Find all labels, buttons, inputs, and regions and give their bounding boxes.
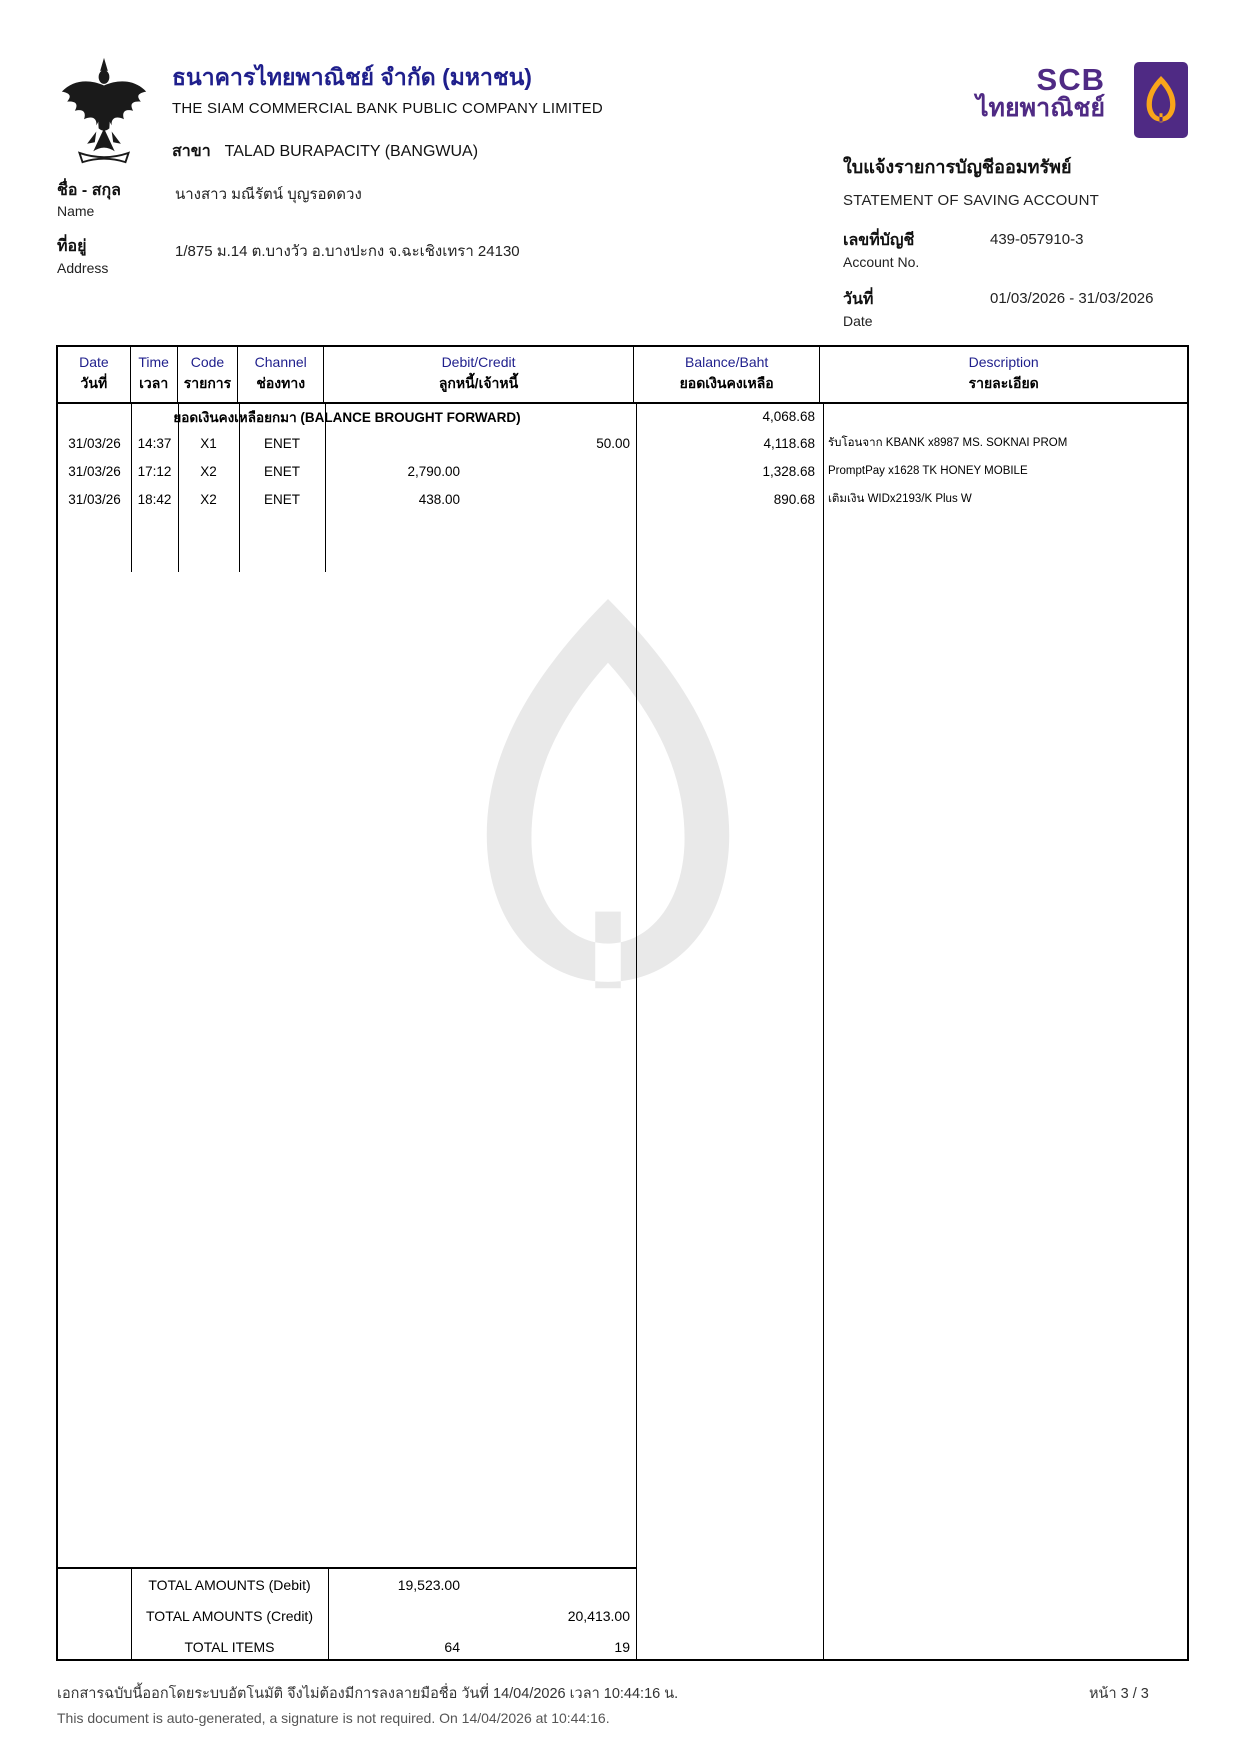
tx-balance: 4,118.68 bbox=[763, 435, 815, 451]
total-debit-row bbox=[58, 1569, 1187, 1600]
statement-title-th: ใบแจ้งรายการบัญชีออมทรัพย์ bbox=[843, 157, 1072, 177]
total-credit-value bbox=[480, 1569, 636, 1600]
col-header-code: Code รายการ bbox=[178, 347, 239, 402]
tx-balance: 890.68 bbox=[773, 491, 815, 507]
tx-date: 31/03/26 bbox=[68, 463, 121, 479]
tx-credit bbox=[480, 485, 636, 513]
footer-note-thai: เอกสารฉบับนี้ออกโดยระบบอัตโนมัติ จึงไม่ต้องมีการลงลายมือชื่อ วันที่ 14/04/2026 เวลา 10:44:16 น. bbox=[57, 1686, 679, 1702]
statement-date-range: 01/03/2026 - 31/03/2026 bbox=[990, 290, 1154, 307]
tx-debit bbox=[325, 429, 470, 457]
total-items-debit-count: 64 bbox=[444, 1638, 460, 1655]
tx-time: 17:12 bbox=[137, 463, 172, 479]
tx-credit bbox=[480, 457, 636, 485]
tx-credit: 50.00 bbox=[596, 435, 630, 451]
name-label-th: ชื่อ - สกุล bbox=[57, 182, 121, 199]
brought-forward-balance: 4,068.68 bbox=[762, 409, 815, 424]
total-credit-value: 20,413.00 bbox=[567, 1607, 630, 1624]
brought-forward-row bbox=[58, 404, 1187, 429]
customer-address: 1/875 ม.14 ต.บางวัว อ.บางปะกง จ.ฉะเชิงเทรา 24130 bbox=[175, 243, 520, 260]
table-header-row bbox=[58, 347, 1187, 404]
col-header-channel: Channel ช่องทาง bbox=[238, 347, 324, 402]
total-label: TOTAL AMOUNTS (Credit) bbox=[146, 1607, 313, 1624]
tx-code: X2 bbox=[200, 491, 217, 507]
tx-balance: 1,328.68 bbox=[762, 463, 815, 479]
tx-channel: ENET bbox=[263, 435, 300, 451]
tx-date: 31/03/26 bbox=[68, 491, 121, 507]
bank-name-english: THE SIAM COMMERCIAL BANK PUBLIC COMPANY LIMITED bbox=[172, 100, 603, 117]
total-credit-row bbox=[58, 1600, 1187, 1631]
customer-name: นางสาว มณีรัตน์ บุญรอดดวง bbox=[175, 186, 362, 203]
scb-logo-line1: SCB bbox=[1036, 62, 1105, 97]
tx-debit: 438.00 bbox=[418, 491, 460, 507]
total-items-row bbox=[58, 1631, 1187, 1662]
account-label-th: เลขที่บัญชี bbox=[843, 232, 915, 249]
date-label-en: Date bbox=[843, 313, 873, 329]
col-header-description: Description รายละเอียด bbox=[968, 353, 1039, 392]
tx-code: X2 bbox=[200, 463, 217, 479]
account-number: 439-057910-3 bbox=[990, 231, 1084, 248]
table-row bbox=[58, 429, 1187, 457]
total-label: TOTAL ITEMS bbox=[184, 1638, 275, 1655]
statement-title-en: STATEMENT OF SAVING ACCOUNT bbox=[843, 192, 1099, 209]
tx-date: 31/03/26 bbox=[68, 435, 121, 451]
bank-name-thai: ธนาคารไทยพาณิชย์ จำกัด (มหาชน) bbox=[172, 64, 532, 90]
table-row bbox=[58, 485, 1187, 513]
divider-amount-balance bbox=[636, 404, 637, 1567]
total-debit-value: 19,523.00 bbox=[397, 1576, 460, 1593]
brought-forward-label: ยอดเงินคงเหลือยกมา (BALANCE BROUGHT FORWARD) bbox=[173, 409, 521, 425]
col-header-time: Time เวลา bbox=[131, 347, 178, 402]
address-label-en: Address bbox=[57, 260, 109, 276]
tx-description: PromptPay x1628 TK HONEY MOBILE bbox=[828, 465, 1028, 477]
divider-balance-description bbox=[823, 404, 824, 1567]
total-items-credit-count: 19 bbox=[614, 1638, 630, 1655]
col-header-date: Date วันที่ bbox=[58, 347, 131, 402]
tx-description: รับโอนจาก KBANK x8987 MS. SOKNAI PROM bbox=[828, 437, 1068, 449]
tx-channel: ENET bbox=[263, 463, 300, 479]
table-body bbox=[58, 404, 1187, 1567]
address-label-th: ที่อยู่ bbox=[57, 238, 87, 255]
total-debit-value bbox=[325, 1600, 470, 1631]
total-label: TOTAL AMOUNTS (Debit) bbox=[148, 1576, 311, 1593]
tx-description: เติมเงิน WIDx2193/K Plus W bbox=[828, 493, 972, 505]
tx-time: 14:37 bbox=[137, 435, 172, 451]
scb-logo-line2: ไทยพาณิชย์ bbox=[975, 93, 1105, 122]
branch-label: สาขา bbox=[172, 143, 211, 160]
scb-watermark-icon bbox=[390, 599, 826, 1001]
footer-note-english: This document is auto-generated, a signature is not required. On 14/04/2026 at 10:44:16. bbox=[57, 1710, 610, 1726]
scb-logo-mark-icon bbox=[1134, 62, 1188, 138]
page-number: หน้า 3 / 3 bbox=[1089, 1686, 1149, 1702]
scb-logo-text bbox=[905, 64, 1105, 121]
tx-time: 18:42 bbox=[137, 491, 172, 507]
garuda-emblem-icon bbox=[58, 52, 150, 168]
tx-channel: ENET bbox=[263, 491, 300, 507]
account-label-en: Account No. bbox=[843, 254, 920, 270]
date-label-th: วันที่ bbox=[843, 291, 874, 308]
tx-debit: 2,790.00 bbox=[407, 463, 460, 479]
col-header-debit-credit: Debit/Credit ลูกหนี้/เจ้าหนี้ bbox=[324, 347, 634, 402]
name-label-en: Name bbox=[57, 203, 95, 219]
table-row bbox=[58, 457, 1187, 485]
tx-code: X1 bbox=[200, 435, 217, 451]
transactions-table bbox=[56, 345, 1189, 1661]
col-header-balance: Balance/Baht ยอดเงินคงเหลือ bbox=[634, 347, 820, 402]
branch-line bbox=[172, 139, 478, 164]
table-totals bbox=[58, 1567, 1187, 1661]
branch-value: TALAD BURAPACITY (BANGWUA) bbox=[224, 143, 479, 160]
